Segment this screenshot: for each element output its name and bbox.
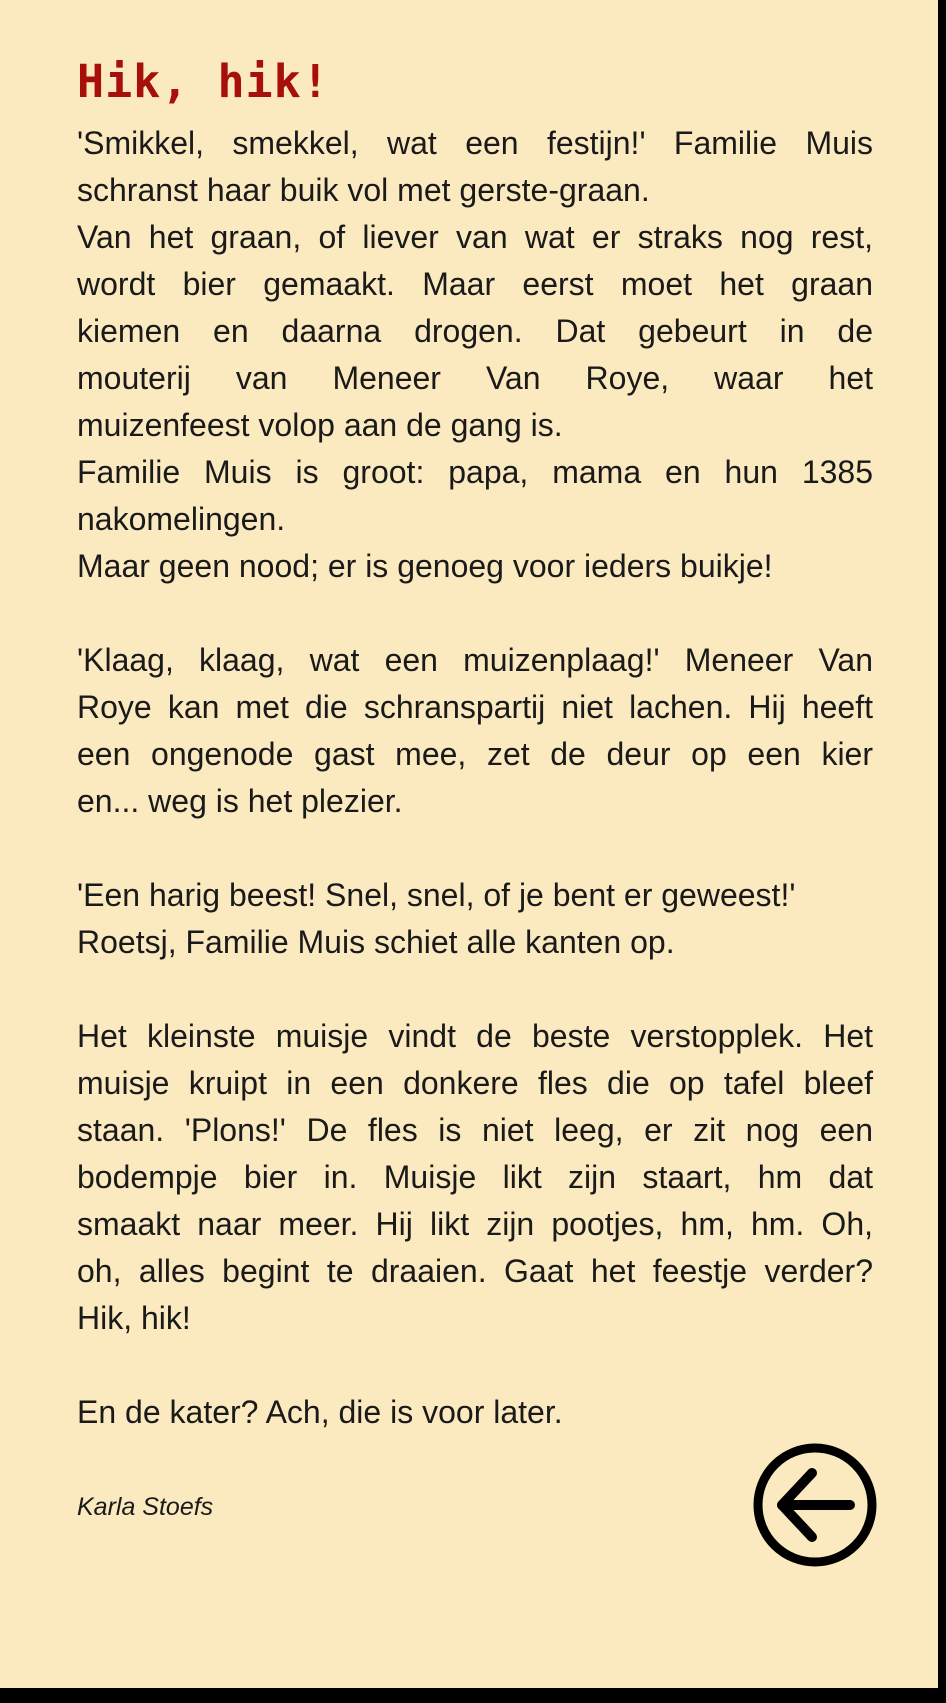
story-line: en... weg is het plezier. [77,783,403,819]
arrow-left-circle-icon [752,1442,878,1568]
story-line: Het kleinste muisje vindt de beste verstopplek. Het [77,1018,873,1054]
story-line: Van het graan, of liever van wat er straks nog rest, [77,219,873,255]
story-line: kiemen en daarna drogen. Dat gebeurt in de [77,313,873,349]
story-paragraph [77,1389,873,1436]
story-line: nakomelingen. [77,501,286,537]
story-line: Roye kan met die schranspartij niet lachen. Hij heeft [77,689,873,725]
author-name: Karla Stoefs [77,1493,214,1521]
story-line: smaakt naar meer. Hij likt zijn pootjes, hm, hm. Oh, [77,1206,873,1242]
story-paragraph [77,637,873,825]
story-line: schranst haar buik vol met gerste-graan. [77,172,650,208]
story-line: Familie Muis is groot: papa, mama en hun 1385 [77,454,873,490]
paragraph-gap [77,1342,873,1389]
page-title: Hik, hik! [77,55,330,108]
story-paragraph [77,1013,873,1342]
paragraph-gap [77,966,873,1013]
back-button[interactable] [752,1442,878,1568]
story-line: Hik, hik! [77,1300,191,1336]
story-line: mouterij van Meneer Van Roye, waar het [77,360,873,396]
story-line: een ongenode gast mee, zet de deur op een kier [77,736,873,772]
story-line: staan. 'Plons!' De fles is niet leeg, er zit nog een [77,1112,873,1148]
story-paragraph [77,872,873,966]
story-line: 'Een harig beest! Snel, snel, of je bent er geweest!' [77,877,796,913]
story-line: Maar geen nood; er is genoeg voor ieders buikje! [77,548,773,584]
story-line: wordt bier gemaakt. Maar eerst moet het graan [77,266,873,302]
story-content [77,50,873,1436]
story-line: oh, alles begint te draaien. Gaat het feestje verder? [77,1253,873,1289]
paragraph-gap [77,590,873,637]
paragraph-gap [77,825,873,872]
story-line: En de kater? Ach, die is voor later. [77,1394,563,1430]
story-line: bodempje bier in. Muisje likt zijn staart, hm dat [77,1159,873,1195]
story-line: muizenfeest volop aan de gang is. [77,407,563,443]
story-line: 'Klaag, klaag, wat een muizenplaag!' Meneer Van [77,642,873,678]
story-line: 'Smikkel, smekkel, wat een festijn!' Familie Muis [77,125,873,161]
story-paragraph [77,120,873,590]
story-line: Roetsj, Familie Muis schiet alle kanten op. [77,924,675,960]
story-line: muisje kruipt in een donkere fles die op tafel bleef [77,1065,873,1101]
story-body [77,120,873,1436]
